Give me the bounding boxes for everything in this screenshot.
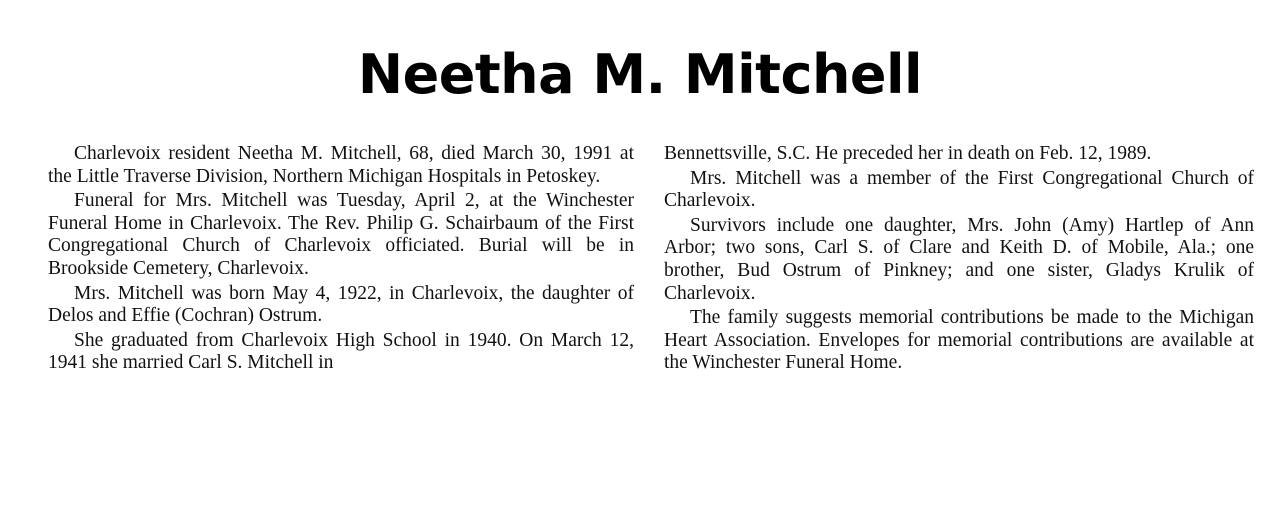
paragraph-survivors: Survivors include one daughter, Mrs. John (Amy) Hartlep of Ann Arbor; two sons, Carl S. of Clare and Keith D. of Mobile, Ala.; one brother, Bud Ostrum of Pinkney; and one sister, Gladys Krulik of Charlevoix. (664, 214, 1254, 304)
right-column (664, 143, 1254, 375)
obituary-headline: Neetha M. Mitchell (357, 43, 923, 106)
paragraph-birth: Mrs. Mitchell was born May 4, 1922, in Charlevoix, the daughter of Delos and Effie (Cochran) Ostrum. (48, 282, 634, 327)
left-column (48, 143, 634, 375)
paragraph-funeral: Funeral for Mrs. Mitchell was Tuesday, April 2, at the Winchester Funeral Home in Charlevoix. The Rev. Philip G. Schairbaum of the First Congregational Church of Charlevoix officiated. Burial will be in Brookside Cemetery, Charlevoix. (48, 190, 634, 279)
paragraph-death-notice: Charlevoix resident Neetha M. Mitchell, 68, died March 30, 1991 at the Little Traverse Division, Northern Michigan Hospitals in Petoskey. (48, 143, 634, 187)
paragraph-church-membership: Mrs. Mitchell was a member of the First Congregational Church of Charlevoix. (664, 167, 1254, 212)
paragraph-marriage: She graduated from Charlevoix High School in 1940. On March 12, 1941 she married Carl S. Mitchell in (48, 329, 634, 374)
paragraph-memorial: The family suggests memorial contributions be made to the Michigan Heart Association. Envelopes for memorial contributions are available at the Winchester Funeral Home. (664, 307, 1254, 374)
paragraph-marriage-continued: Bennettsville, S.C. He preceded her in death on Feb. 12, 1989. (664, 143, 1152, 164)
